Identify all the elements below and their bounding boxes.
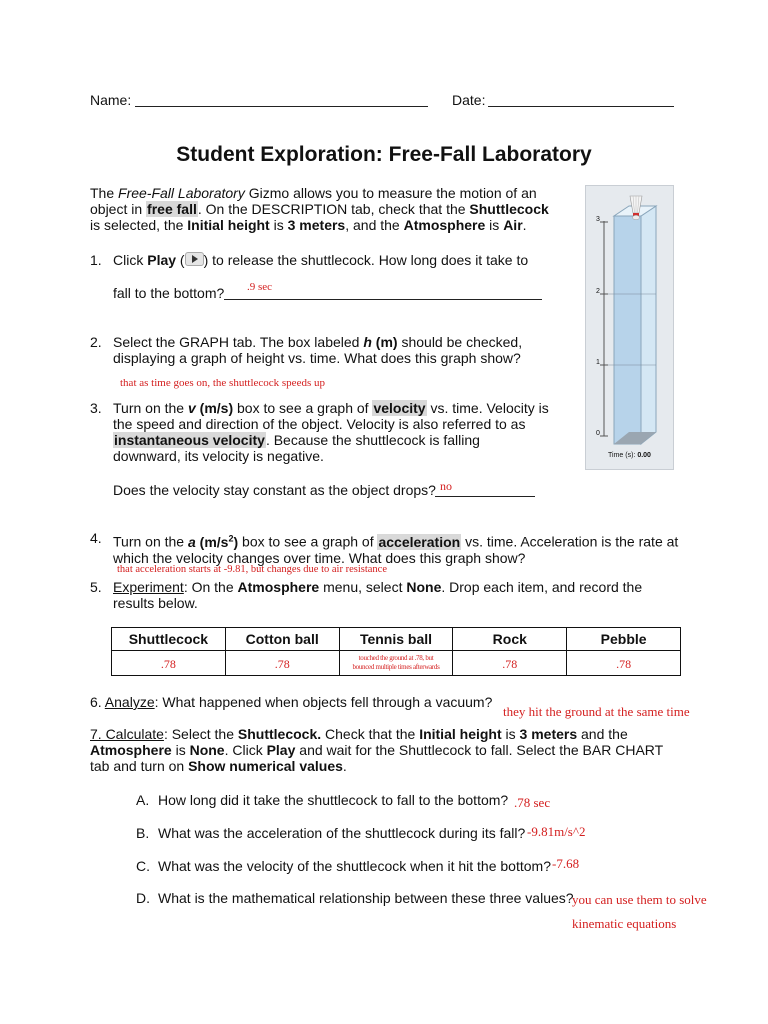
q1-text-c: ) to release the shuttlecock. How long does it take to <box>203 252 529 268</box>
experiment-label: Experiment <box>113 579 184 595</box>
intro-text: . On the DESCRIPTION tab, check that the <box>197 201 470 217</box>
tube-side <box>641 206 656 444</box>
q7-text-f: . Click <box>224 742 267 758</box>
term-atmosphere: Atmosphere <box>403 217 486 233</box>
intro-text: is <box>269 217 288 233</box>
table-header: Shuttlecock <box>112 628 226 651</box>
time-label: Time (s): <box>608 452 636 459</box>
calculate-label: 7. Calculate <box>90 726 164 742</box>
intro-paragraph <box>90 185 560 233</box>
name-label: Name: <box>90 92 132 108</box>
q7-text-g: and wait for the Shuttlecock to fall. Select the BAR CHART <box>295 742 664 758</box>
q7d-letter: D. <box>136 890 150 906</box>
tick-label-2: 2 <box>596 288 600 295</box>
term-show-numerical-values: Show numerical values <box>188 758 343 774</box>
q1-line2: fall to the bottom? <box>113 285 225 301</box>
a-symbol: a <box>187 533 196 550</box>
table-header-row <box>112 628 681 651</box>
intro-text: is <box>485 217 504 233</box>
q4-text-c: vs. time. Acceleration is the rate at <box>461 533 679 550</box>
date-label: Date: <box>452 92 486 108</box>
q2-text <box>113 334 563 366</box>
q3-text-d: . Because the shuttlecock is falling <box>265 432 480 448</box>
cell-value: .78 <box>502 656 518 671</box>
term-free-fall: free fall <box>147 201 197 217</box>
q7a-letter: A. <box>136 792 150 808</box>
table-cell-rock[interactable] <box>453 651 567 676</box>
drop-tube-diagram <box>586 186 673 469</box>
gizmo-name: Free-Fall Laboratory <box>118 185 245 201</box>
q6-number: 6. <box>90 694 105 710</box>
q3-number: 3. <box>90 400 102 416</box>
term-initial-height: Initial height <box>187 217 270 233</box>
a-unit: (m/s <box>195 533 229 550</box>
q2-answer: that as time goes on, the shuttlecock speeds up <box>120 377 325 389</box>
table-cell-cotton-ball[interactable] <box>225 651 339 676</box>
cell-value: .78 <box>616 656 632 671</box>
q5-number: 5. <box>90 579 102 595</box>
q7b-letter: B. <box>136 825 150 841</box>
intro-text: . <box>522 217 527 233</box>
q4-text-b: box to see a graph of <box>238 533 378 550</box>
term-atmosphere-menu: Atmosphere <box>237 579 320 595</box>
q3-text <box>113 400 563 464</box>
term-3-meters: 3 meters <box>287 217 346 233</box>
results-table <box>111 627 681 676</box>
a-unit-exponent: 2 <box>228 533 234 543</box>
q4-line2: which the velocity changes over time. What does this graph show? <box>113 549 526 566</box>
term-play-q7: Play <box>266 742 296 758</box>
term-air: Air <box>503 217 523 233</box>
q7d-answer-line-1: you can use them to solve <box>572 892 707 907</box>
intro-text: , and the <box>345 217 404 233</box>
q7c-text: What was the velocity of the shuttlecock when it hit the bottom? <box>158 858 551 874</box>
play-icon <box>185 252 204 266</box>
q5-text-a: : On the <box>183 579 238 595</box>
q7d-answer-line-2: kinematic equations <box>572 916 677 931</box>
v-symbol: v <box>187 400 196 416</box>
q7-text-b: Check that the <box>321 726 420 742</box>
tick-label-1: 1 <box>596 359 600 366</box>
time-readout <box>608 452 651 459</box>
q3-text-a: Turn on the <box>113 400 188 416</box>
q1-text-b: ( <box>176 252 185 268</box>
q4-answer: that acceleration starts at -9.81, but changes due to air resistance <box>117 564 387 575</box>
term-instantaneous-velocity: instantaneous velocity <box>114 432 265 448</box>
q2-line2: displaying a graph of height vs. time. What does this graph show? <box>113 350 521 366</box>
q7a-text: How long did it take the shuttlecock to fall to the bottom? <box>158 792 509 808</box>
q7c-letter: C. <box>136 858 150 874</box>
tick-label-3: 3 <box>596 216 600 223</box>
tube-front <box>614 216 641 444</box>
q4-text-a: Turn on the <box>113 533 188 550</box>
q6-question: : What happened when objects fell through a vacuum? <box>154 694 493 710</box>
intro-text: object in <box>90 201 147 217</box>
q4-text <box>113 530 683 566</box>
intro-text: is selected, the <box>90 217 188 233</box>
q3-line2: the speed and direction of the object. Velocity is also referred to as <box>113 416 526 432</box>
q1-text-a: Click <box>113 252 148 268</box>
cell-value: .78 <box>160 656 176 671</box>
table-header: Tennis ball <box>339 628 453 651</box>
term-initial-height-q7: Initial height <box>419 726 502 742</box>
q7-text-e: is <box>171 742 190 758</box>
q6-answer: they hit the ground at the same time <box>503 704 690 719</box>
a-unit-close: ) <box>233 533 239 550</box>
tennis-note-line-1: touched the ground at .78, but <box>358 654 434 662</box>
q2-number: 2. <box>90 334 102 350</box>
q5-text-b: menu, select <box>319 579 407 595</box>
table-header: Pebble <box>567 628 681 651</box>
q7-text-h: tab and turn on <box>90 758 189 774</box>
q7-text-d: and the <box>577 726 628 742</box>
name-field[interactable] <box>135 106 428 107</box>
q7c-answer: -7.68 <box>552 856 580 871</box>
term-acceleration: acceleration <box>378 533 461 550</box>
q7a-answer: .78 sec <box>514 795 551 810</box>
table-cell-pebble[interactable] <box>567 651 681 676</box>
v-unit: (m/s) <box>195 400 234 416</box>
q7b-text: What was the acceleration of the shuttlecock during its fall? <box>158 825 526 841</box>
term-shuttlecock: Shuttlecock <box>469 201 549 217</box>
h-unit: (m) <box>371 334 398 350</box>
intro-text: The <box>90 185 119 201</box>
tick-label-0: 0 <box>596 430 600 437</box>
table-header: Rock <box>453 628 567 651</box>
q4-number: 4. <box>90 530 102 546</box>
date-field[interactable] <box>488 106 674 107</box>
q3-line4: downward, its velocity is negative. <box>113 448 324 464</box>
cell-value: .78 <box>274 656 290 671</box>
q5-text-c: . Drop each item, and record the <box>441 579 643 595</box>
term-none-q7: None <box>189 742 225 758</box>
q5-line2: results below. <box>113 595 198 611</box>
q2-text-a: Select the GRAPH tab. The box labeled <box>113 334 364 350</box>
q3-text-b: box to see a graph of <box>233 400 373 416</box>
h-symbol: h <box>363 334 372 350</box>
q5-text <box>113 579 673 611</box>
q3-question: Does the velocity stay constant as the object drops? <box>113 482 436 498</box>
q1-number: 1. <box>90 252 102 268</box>
q3-answer: no <box>440 479 452 493</box>
time-value: 0.00 <box>637 452 651 459</box>
q7-text-i: . <box>342 758 347 774</box>
q2-text-b: should be checked, <box>397 334 523 350</box>
page-title: Student Exploration: Free-Fall Laboratory <box>176 143 592 166</box>
term-velocity: velocity <box>373 400 426 416</box>
q7-text-c: is <box>501 726 520 742</box>
q6-text <box>90 694 492 710</box>
term-atmosphere-q7: Atmosphere <box>90 742 172 758</box>
q7b-answer: -9.81m/s^2 <box>527 824 586 839</box>
play-label: Play <box>147 252 177 268</box>
tennis-note-line-2: bounced multiple times afterwards <box>352 663 440 671</box>
q1-text <box>113 252 553 268</box>
intro-text: Gizmo allows you to measure the motion of an <box>244 185 537 201</box>
gizmo-figure <box>585 185 674 470</box>
table-header: Cotton ball <box>225 628 339 651</box>
table-cell-shuttlecock[interactable] <box>112 651 226 676</box>
term-3-meters-q7: 3 meters <box>519 726 578 742</box>
analyze-label: Analyze <box>104 694 155 710</box>
term-shuttlecock-select: Shuttlecock. <box>237 726 322 742</box>
q3-text-c: vs. time. Velocity is <box>426 400 549 416</box>
q7d-text: What is the mathematical relationship between these three values? <box>158 890 574 906</box>
table-cell-tennis-ball[interactable] <box>339 651 453 676</box>
q7-text <box>90 726 670 774</box>
term-none: None <box>406 579 442 595</box>
table-row <box>112 651 681 676</box>
q7-text-a: : Select the <box>163 726 238 742</box>
q1-answer: .9 sec <box>247 281 273 293</box>
q1-answer-line[interactable] <box>224 299 542 300</box>
q3-answer-line[interactable] <box>435 496 535 497</box>
